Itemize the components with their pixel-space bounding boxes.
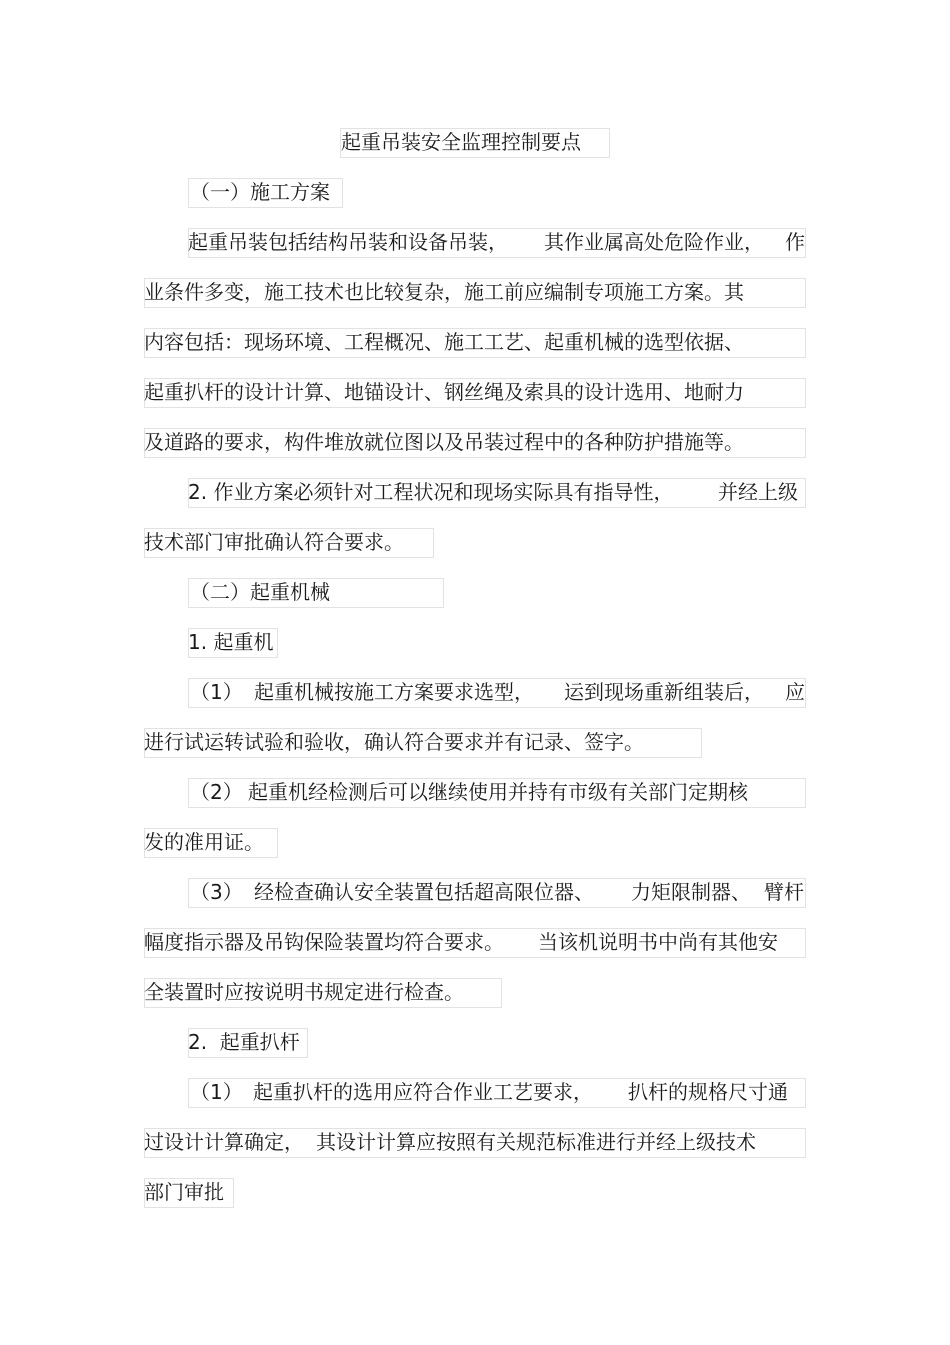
paragraph-line: 及道路的要求，构件堆放就位图以及吊装过程中的各种防护措施等。 bbox=[144, 430, 744, 454]
list-marker: （3） bbox=[190, 880, 243, 904]
paragraph-line: 部门审批 bbox=[144, 1180, 224, 1204]
page-title: 起重吊装安全监理控制要点 bbox=[341, 130, 581, 154]
paragraph-line: 技术部门审批确认符合要求。 bbox=[144, 530, 404, 554]
paragraph-line: 运到现场重新组装后， bbox=[564, 680, 764, 704]
paragraph-line: 起重扒杆的选用应符合作业工艺要求， bbox=[253, 1080, 593, 1104]
paragraph-line: 发的准用证。 bbox=[144, 830, 264, 854]
paragraph-line: 力矩限制器、 bbox=[631, 880, 751, 904]
section-heading: （二）起重机械 bbox=[190, 580, 330, 604]
paragraph-line: 臂杆 bbox=[764, 880, 804, 904]
paragraph-line: 进行试运转试验和验收，确认符合要求并有记录、签字。 bbox=[144, 730, 644, 754]
section-heading: （一）施工方案 bbox=[190, 180, 330, 204]
list-marker: （1） bbox=[190, 1080, 243, 1104]
paragraph-line: 应 bbox=[785, 680, 805, 704]
paragraph-line: 经检查确认安全装置包括超高限位器、 bbox=[254, 880, 594, 904]
paragraph-line: 起重机械按施工方案要求选型， bbox=[254, 680, 534, 704]
paragraph-line: 其设计计算应按照有关规范标准进行并经上级技术 bbox=[316, 1130, 756, 1154]
paragraph-line: 作 bbox=[785, 230, 805, 254]
list-marker: （2） bbox=[190, 780, 243, 804]
paragraph-line: 全装置时应按说明书规定进行检查。 bbox=[144, 980, 464, 1004]
subsection-heading: 1. 起重机 bbox=[188, 630, 274, 654]
list-marker: （1） bbox=[190, 680, 243, 704]
paragraph-line: 扒杆的规格尺寸通 bbox=[628, 1080, 788, 1104]
paragraph-line: 其作业属高处危险作业， bbox=[544, 230, 764, 254]
paragraph-line: 起重吊装包括结构吊装和设备吊装， bbox=[188, 230, 508, 254]
paragraph-line: 2. 作业方案必须针对工程状况和现场实际具有指导性， bbox=[188, 480, 674, 504]
paragraph-line: 过设计计算确定， bbox=[144, 1130, 304, 1154]
paragraph-line: 当该机说明书中尚有其他安 bbox=[538, 930, 778, 954]
paragraph-line: 起重扒杆的设计计算、地锚设计、钢丝绳及索具的设计选用、地耐力 bbox=[144, 380, 744, 404]
paragraph-line: 业条件多变，施工技术也比较复杂，施工前应编制专项施工方案。其 bbox=[144, 280, 744, 304]
paragraph-line: 并经上级 bbox=[718, 480, 798, 504]
paragraph-line: 幅度指示器及吊钩保险装置均符合要求。 bbox=[144, 930, 504, 954]
paragraph-line: 内容包括：现场环境、工程概况、施工工艺、起重机械的选型依据、 bbox=[144, 330, 744, 354]
subsection-heading: 2. 起重扒杆 bbox=[188, 1030, 300, 1054]
paragraph-line: 起重机经检测后可以继续使用并持有市级有关部门定期核 bbox=[248, 780, 748, 804]
